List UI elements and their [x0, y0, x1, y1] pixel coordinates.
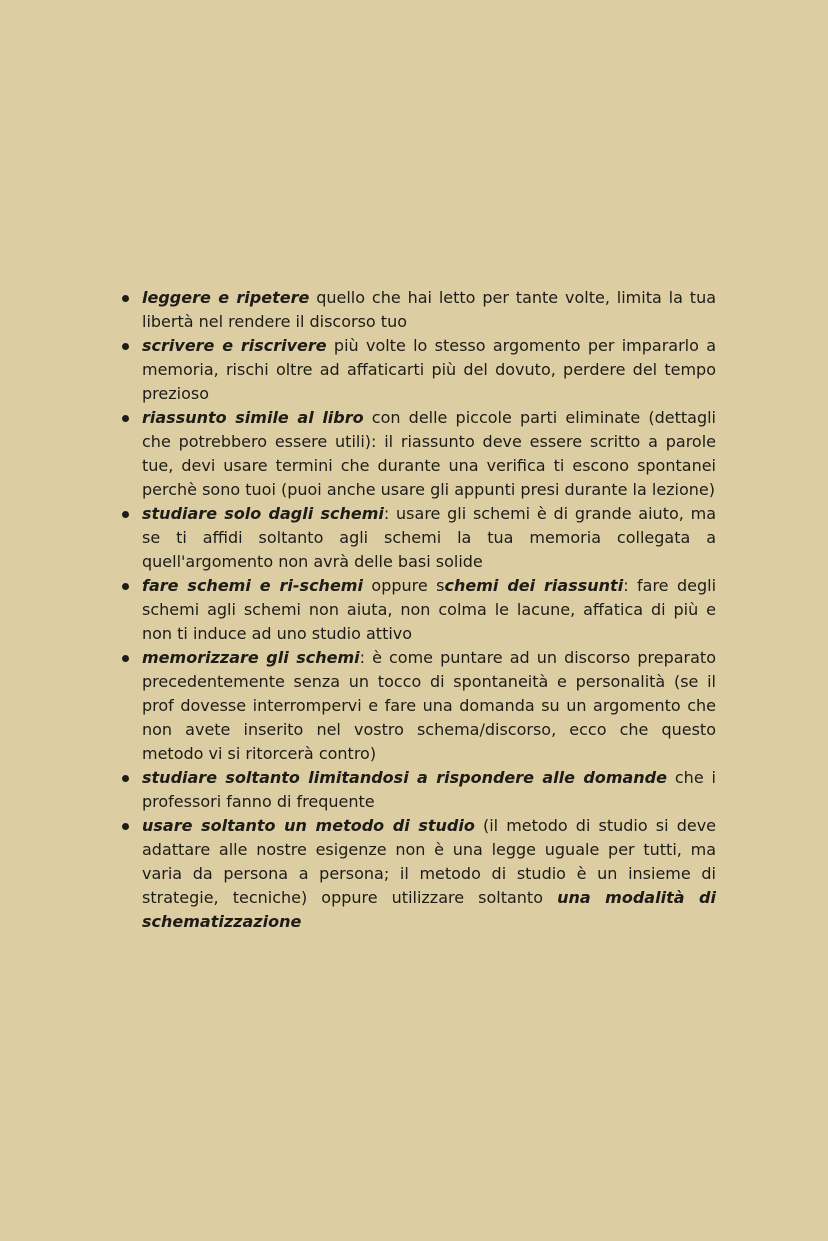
bullet-icon [122, 655, 129, 662]
item-text: quello che hai letto per tante volte, limita la tua libertà nel rendere il discorso tuo [142, 288, 717, 331]
item-emphasis: una modalità di schematizzazione [142, 888, 716, 931]
list-item [142, 502, 716, 574]
item-text: che i professori fanno di frequente [142, 768, 716, 811]
item-emphasis: riassunto simile al libro [142, 408, 364, 427]
bullet-icon [122, 775, 129, 782]
item-text: : usare gli schemi è di grande aiuto, ma se ti affidi soltanto agli schemi la tua memoria collegata a quell'argomento non avrà delle basi solide [142, 504, 716, 571]
bullet-icon [122, 295, 129, 302]
study-mistakes-list [142, 286, 716, 934]
bullet-icon [122, 583, 129, 590]
item-text: : fare degli schemi agli schemi non aiuta, non colma le lacune, affatica di più e non ti induce ad uno studio attivo [142, 576, 717, 643]
item-text: (il metodo di studio si deve adattare alle nostre esigenze non è una legge uguale per tutti, ma varia da persona a persona; il metodo di studio è un insieme di strategie, tecniche) oppure utilizzare soltanto [142, 816, 717, 907]
item-emphasis: usare soltanto un metodo di studio [142, 816, 475, 835]
item-text: : è come puntare ad un discorso preparato precedentemente senza un tocco di spontaneità e personalità (se il prof dovesse interrompervi e fare una domanda su un argomento che non avete inserito nel vostro schema/discorso, ecco che questo metodo vi si ritorcerà contro) [142, 648, 716, 763]
bullet-icon [122, 823, 129, 830]
list-item [142, 334, 716, 406]
item-emphasis: memorizzare gli schemi [142, 648, 360, 667]
item-text: più volte lo stesso argomento per impararlo a memoria, rischi oltre ad affaticarti più del dovuto, perdere del tempo prezioso [142, 336, 716, 403]
item-emphasis: scrivere e riscrivere [142, 336, 327, 355]
list-item [142, 574, 716, 646]
list-item [142, 814, 716, 934]
item-text: oppure s [362, 576, 445, 595]
list-item [142, 646, 716, 766]
item-emphasis: studiare solo dagli schemi [142, 504, 384, 523]
bullet-icon [122, 511, 129, 518]
bullet-icon [122, 343, 129, 350]
list-item [142, 286, 716, 334]
item-emphasis: leggere e ripetere [142, 288, 310, 307]
item-emphasis: studiare soltanto limitandosi a rispondere alle domande [142, 768, 667, 787]
list-item [142, 766, 716, 814]
item-text: con delle piccole parti eliminate (dettagli che potrebbero essere utili): il riassunto deve essere scritto a parole tue, devi usare termini che durante una verifica ti escono spontanei perchè sono tuoi (puoi anche usare gli appunti presi durante la lezione) [142, 408, 717, 499]
item-emphasis: chemi dei riassunti [444, 576, 624, 595]
bullet-icon [122, 415, 129, 422]
list-item [142, 406, 716, 502]
item-emphasis: fare schemi e ri-schemi [142, 576, 363, 595]
